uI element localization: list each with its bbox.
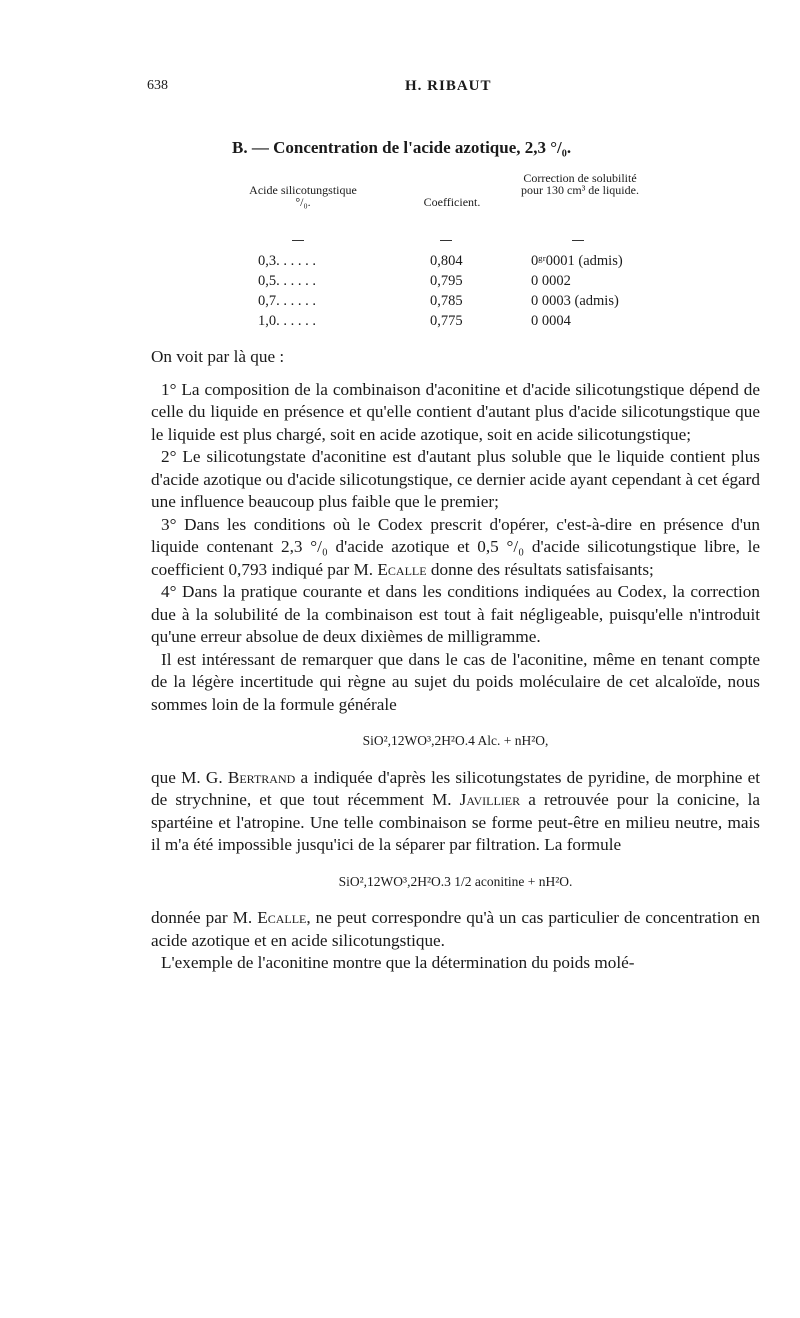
paragraph-point-2: 2° Le silicotungstate d'aconitine est d'autant plus soluble que le liquide contient plus d'acide azotique ou d'acide silicotungstique, ce dernier acide ayant cependant à cet égard une influence beaucoup plus faible que le premier; xyxy=(151,447,760,511)
author-name-ecalle: Ecalle xyxy=(257,908,307,927)
table-cell-acid: 0,3. . . . . . xyxy=(258,253,316,269)
table-cell-correction: 0 0002 xyxy=(531,273,571,289)
text-run: que M. G. xyxy=(151,767,228,787)
running-head-author: H. RIBAUT xyxy=(405,78,492,94)
author-name-javillier: Javillier xyxy=(459,790,521,809)
text-run: donne des résultats satisfaisants; xyxy=(426,559,654,579)
table-row xyxy=(0,253,800,273)
paragraph-point-1: 1° La composition de la combinaison d'aconitine et d'acide silicotungstique dépend de celle du liquide en présence et qu'elle contient d'autant plus d'acide silicotungstique que le liquide est plus chargé, soit en acide azotique, soit en acide silicotungstique; xyxy=(151,379,760,444)
table-cell-coefficient: 0,785 xyxy=(430,293,463,309)
table-cell-coefficient: 0,804 xyxy=(430,253,463,269)
formula-aconitine: SiO²,12WO³,2H²O.3 1/2 aconitine + nH²O. xyxy=(338,873,573,889)
paragraph-point-3 xyxy=(151,514,760,582)
formula-general: SiO²,12WO³,2H²O.4 Alc. + nH²O, xyxy=(362,733,549,748)
table-header-rule xyxy=(292,240,304,241)
table-row xyxy=(0,273,800,293)
table-header-rule xyxy=(440,240,452,241)
author-name-ecalle: Ecalle xyxy=(377,559,427,579)
section-title: B. — Concentration de l'acide azotique, 2,3 °/₀. xyxy=(232,138,572,157)
table-cell-correction: 0 0003 (admis) xyxy=(531,293,619,309)
paragraph-point-4: 4° Dans la pratique courante et dans les conditions indiquées au Codex, la correction due à la solubilité de la combinaison est tout à fait négligeable, puisqu'elle n'introduit qu'une erreur absolue de deux dixièmes de milligramme. xyxy=(151,582,760,646)
table-header-correction: Correction de solubilité pour 130 cm³ de liquide. xyxy=(521,171,639,197)
table-row xyxy=(0,313,800,333)
table-cell-correction: 0ᵍʳ0001 (admis) xyxy=(531,253,623,269)
table-row xyxy=(0,293,800,313)
table-header-acid: Acide silicotungstique °/₀. xyxy=(249,183,357,209)
table-cell-coefficient: 0,775 xyxy=(430,313,463,329)
text-run: 3° Dans les conditions où le Codex prescrit d'opérer, c'est-à-dire en présence d'un liquide contenant 2,3 °/₀ d'acide azotique et 0,5 °/₀ d'acide silicotungstique libre, le coefficient 0,793 indiqué par M. xyxy=(151,514,760,579)
table-cell-acid: 0,7. . . . . . xyxy=(258,293,316,309)
table-header-coefficient: Coefficient. xyxy=(423,195,481,209)
running-head xyxy=(0,78,800,98)
intro-line: On voit par là que : xyxy=(151,347,285,366)
table-cell-acid: 0,5. . . . . . xyxy=(258,273,316,289)
paragraph-conclusion: L'exemple de l'aconitine montre que la détermination du poids molé- xyxy=(161,953,635,972)
page-number: 638 xyxy=(147,78,168,93)
table-cell-coefficient: 0,795 xyxy=(430,273,463,289)
author-name-bertrand: Bertrand xyxy=(227,767,296,787)
table-header-rule xyxy=(572,240,584,241)
body-text xyxy=(151,346,760,975)
table-cell-correction: 0 0004 xyxy=(531,313,571,329)
text-run: a retrouvée pour la conicine, la spartéine et l'atropine. Une telle combinaison se forme peut-être en milieu neutre, mais il m'a été impossible jusqu'ici de la séparer par filtration. La formule xyxy=(151,790,760,854)
table-cell-acid: 1,0. . . . . . xyxy=(258,313,316,329)
paragraph-bertrand xyxy=(151,767,760,857)
text-run: donnée par M. xyxy=(151,908,258,927)
paragraph-ecalle xyxy=(151,907,760,952)
text-run: , ne peut correspondre qu'à un cas particulier de concentration en acide azotique et en acide silicotungstique. xyxy=(151,908,760,950)
paragraph-remark: Il est intéressant de remarquer que dans le cas de l'aconitine, même en tenant compte de la légère incertitude qui règne au sujet du poids moléculaire de cet alcaloïde, nous sommes loin de la formule générale xyxy=(151,649,760,714)
text-run: a indiquée d'après les silicotungstates de pyridine, de morphine et de strychnine, et que tout récemment M. xyxy=(151,767,760,809)
